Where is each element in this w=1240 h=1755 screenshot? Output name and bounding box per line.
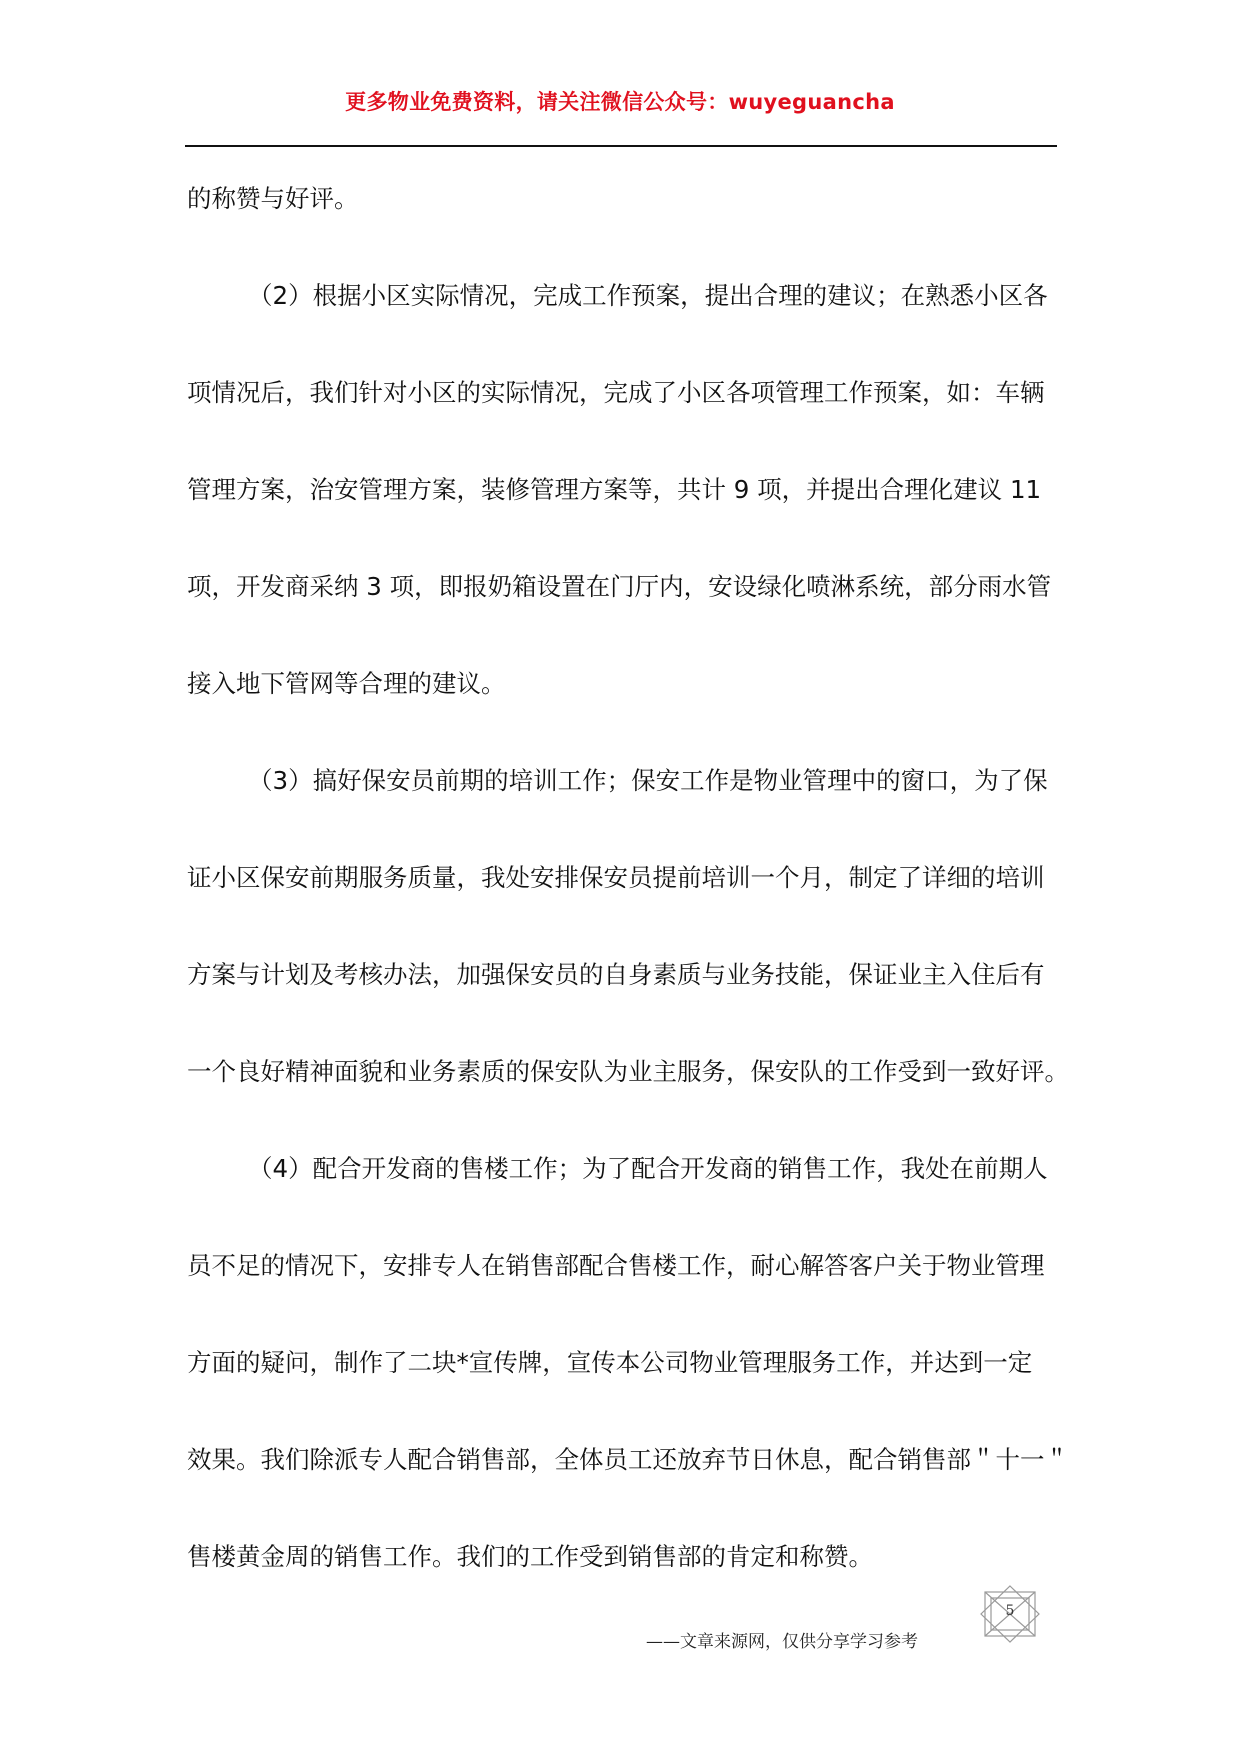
body-line: 一个良好精神面貌和业务素质的保安队为业主服务，保安队的工作受到一致好评。 [187,1057,1069,1086]
body-line: 接入地下管网等合理的建议。 [187,669,506,698]
body-line: 员不足的情况下，安排专人在销售部配合售楼工作，耐心解答客户关于物业管理 [187,1251,1045,1280]
paragraph-2-start: （2）根据小区实际情况，完成工作预案，提出合理的建议；在熟悉小区各 [248,281,1048,310]
body-line: 管理方案，治安管理方案，装修管理方案等，共计 9 项，并提出合理化建议 11 [187,475,1042,504]
body-line: 项情况后，我们针对小区的实际情况，完成了小区各项管理工作预案，如：车辆 [187,378,1045,407]
footer-source-note: ——文章来源网，仅供分享学习参考 [646,1632,918,1652]
body-line: 项，开发商采纳 3 项，即报奶箱设置在门厅内，安设绿化喷淋系统，部分雨水管 [187,572,1052,601]
body-line: 方案与计划及考核办法，加强保安员的自身素质与业务技能，保证业主入住后有 [187,960,1045,989]
body-line: 售楼黄金周的销售工作。我们的工作受到销售部的肯定和称赞。 [187,1542,873,1571]
paragraph-4-start: （4）配合开发商的售楼工作；为了配合开发商的销售工作，我处在前期人 [248,1154,1048,1183]
header-banner: 更多物业免费资料，请关注微信公众号：wuyeguancha [345,90,895,114]
page-number: 5 [1005,1603,1015,1619]
body-line: 的称赞与好评。 [187,184,359,213]
body-line: 效果。我们除派专人配合销售部，全体员工还放弃节日休息，配合销售部＂十一＂ [187,1445,1069,1474]
header-rule [185,145,1057,147]
paragraph-3-start: （3）搞好保安员前期的培训工作；保安工作是物业管理中的窗口，为了保 [248,766,1048,795]
body-line: 方面的疑问，制作了二块*宣传牌，宣传本公司物业管理服务工作，并达到一定 [187,1348,1033,1377]
body-line: 证小区保安前期服务质量，我处安排保安员提前培训一个月，制定了详细的培训 [187,863,1045,892]
